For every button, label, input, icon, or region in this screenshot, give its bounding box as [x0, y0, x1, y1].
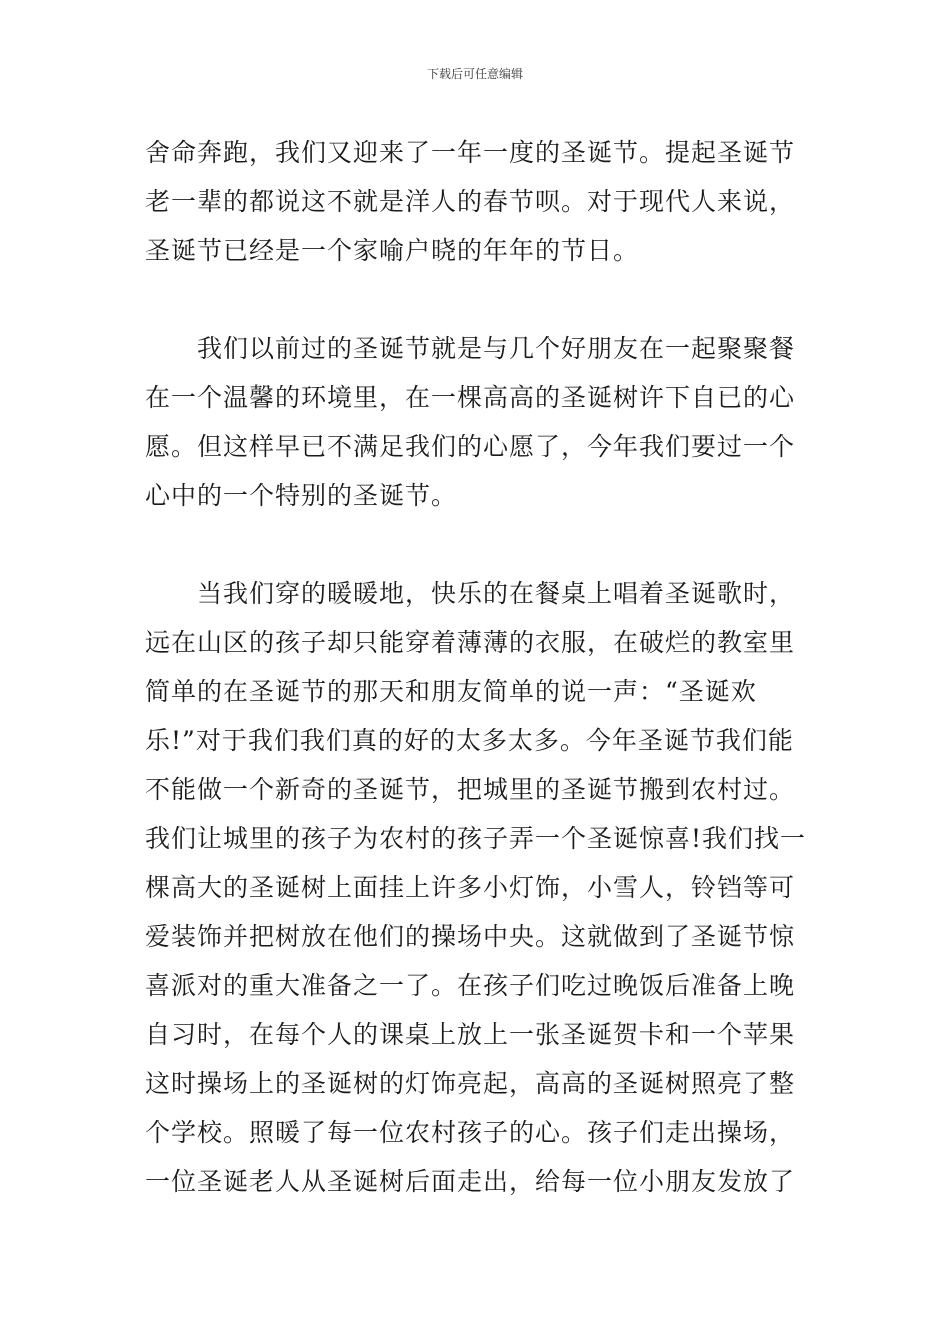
text-line: 愿。但这样早已不满足我们的心愿了，今年我们要过一个 [145, 432, 796, 461]
paragraph-spacer [145, 275, 815, 324]
text-line: 爱装饰并把树放在他们的操场中央。这就做到了圣诞节惊 [145, 922, 796, 951]
text-line: 自习时，在每个人的课桌上放上一张圣诞贺卡和一个苹果 [145, 1020, 796, 1049]
text-line: 圣诞节已经是一个家喻户晓的年年的节日。 [145, 236, 640, 265]
text-line: 在一个温馨的环境里，在一棵高高的圣诞树许下自已的心 [145, 383, 796, 412]
paragraph-spacer [145, 520, 815, 569]
document-body [145, 128, 815, 1206]
text-line: 一位圣诞老人从圣诞树后面走出，给每一位小朋友发放了 [145, 1167, 796, 1196]
paragraph-3 [145, 569, 815, 1206]
text-line: 喜派对的重大准备之一了。在孩子们吃过晚饭后准备上晚 [145, 971, 796, 1000]
text-line: 当我们穿的暖暖地，快乐的在餐桌上唱着圣诞歌时， [197, 579, 796, 608]
text-line: 不能做一个新奇的圣诞节，把城里的圣诞节搬到农村过。 [145, 775, 796, 804]
text-line: 远在山区的孩子却只能穿着薄薄的衣服，在破烂的教室里 [145, 628, 796, 657]
text-line: 个学校。照暖了每一位农村孩子的心。孩子们走出操场， [145, 1118, 796, 1147]
text-line: 棵高大的圣诞树上面挂上许多小灯饰，小雪人，铃铛等可 [145, 873, 796, 902]
text-line: 心中的一个特别的圣诞节。 [145, 481, 458, 510]
page-header-note: 下载后可任意编辑 [426, 67, 523, 81]
paragraph-2 [145, 324, 815, 520]
text-line: 简单的在圣诞节的那天和朋友简单的说一声：“圣诞欢 [145, 677, 757, 706]
text-line: 这时操场上的圣诞树的灯饰亮起，高高的圣诞树照亮了整 [145, 1069, 796, 1098]
paragraph-1 [145, 128, 815, 275]
text-line: 我们让城里的孩子为农村的孩子弄一个圣诞惊喜!我们找一 [145, 824, 807, 853]
text-line: 老一辈的都说这不就是洋人的春节呗。对于现代人来说， [145, 187, 796, 216]
text-line: 舍命奔跑，我们又迎来了一年一度的圣诞节。提起圣诞节 [145, 138, 796, 167]
text-line: 我们以前过的圣诞节就是与几个好朋友在一起聚聚餐 [197, 334, 796, 363]
text-line: 乐!”对于我们我们真的好的太多太多。今年圣诞节我们能 [145, 726, 794, 755]
